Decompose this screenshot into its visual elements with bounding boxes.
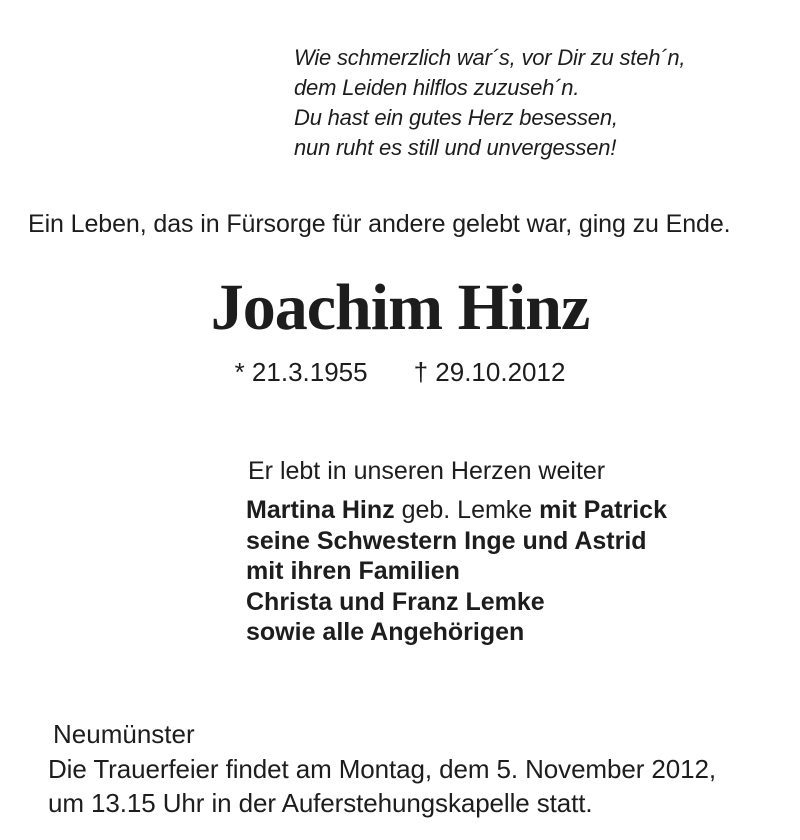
mourner-line-widow: [246, 495, 667, 526]
funeral-line-2: um 13.15 Uhr in der Auferstehungskapelle statt.: [48, 788, 593, 818]
funeral-info: [48, 752, 716, 820]
mourner-line-relatives: sowie alle Angehörigen: [246, 618, 525, 646]
widow-with-son: mit Patrick: [539, 496, 667, 524]
memorial-poem: [294, 43, 685, 163]
deceased-name: Joachim Hinz: [210, 271, 590, 344]
remembrance-line: Er lebt in unseren Herzen weiter: [248, 457, 606, 485]
city-line: Neumünster: [53, 719, 195, 749]
poem-line-2: dem Leiden hilflos zuzuseh´n.: [294, 75, 580, 100]
intro-sentence: Ein Leben, das in Fürsorge für andere gelebt war, ging zu Ende.: [28, 210, 731, 238]
poem-line-1: Wie schmerzlich war´s, vor Dir zu steh´n,: [294, 45, 686, 70]
mourners-list: [246, 495, 667, 648]
mourner-line-sisters: seine Schwestern Inge und Astrid: [246, 526, 647, 555]
funeral-line-1: Die Trauerfeier findet am Montag, dem 5. November 2012,: [48, 754, 716, 784]
widow-name: Martina Hinz: [246, 496, 395, 524]
poem-line-3: Du hast ein gutes Herz besessen,: [294, 105, 618, 130]
poem-line-4: nun ruht es still und unvergessen!: [294, 135, 617, 160]
mourner-line-families: mit ihren Familien: [246, 557, 460, 585]
death-date: † 29.10.2012: [413, 357, 566, 387]
birth-date: * 21.3.1955: [234, 357, 368, 387]
widow-maiden-name: geb. Lemke: [394, 496, 540, 524]
mourner-line-inlaws: Christa und Franz Lemke: [246, 587, 545, 616]
life-dates: [0, 357, 800, 387]
